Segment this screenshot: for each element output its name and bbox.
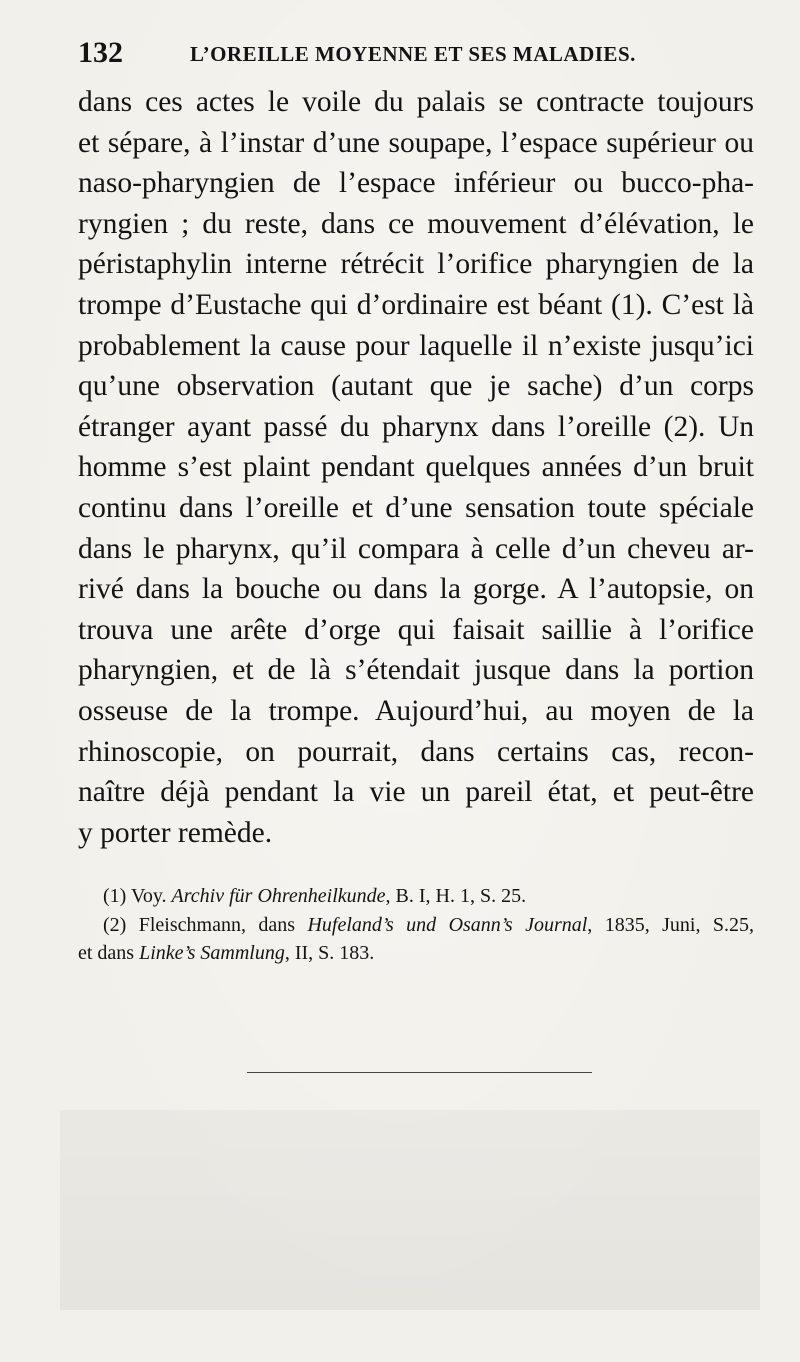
- footnote-2: [78, 911, 754, 940]
- text-line: qu’une observation (autant que je sache) d’un corps: [78, 370, 754, 403]
- footnote-2-title: Hufeland’s und Osann’s Journal: [307, 913, 588, 936]
- footnote-2-line2-title: Linke’s Sammlung: [139, 942, 285, 964]
- footnote-2-rest: , 1835, Juni, S.25,: [587, 913, 754, 936]
- text-line: dans ces actes le voile du palais se contracte toujours: [78, 86, 754, 118]
- text-line: trouva une arête d’orge qui faisait saillie à l’orifice: [78, 613, 754, 646]
- text-line: osseuse de la trompe. Aujourd’hui, au moyen de la: [78, 694, 754, 727]
- text-line: étranger ayant passé du pharynx dans l’oreille (2). Un: [78, 410, 754, 443]
- section-rule: [247, 1072, 592, 1073]
- footnotes: [78, 882, 754, 968]
- page-header: [78, 36, 742, 76]
- footnote-2-continued: [78, 939, 754, 968]
- text-line: rivé dans la bouche ou dans la gorge. A l’autopsie, on: [78, 573, 754, 606]
- running-head: L’OREILLE MOYENNE ET SES MALADIES.: [190, 42, 636, 66]
- text-line: naso-pharyngien de l’espace inférieur ou bucco-pha-: [78, 167, 754, 200]
- text-line: homme s’est plaint pendant quelques années d’un bruit: [78, 451, 754, 484]
- text-line: et sépare, à l’instar d’une soupape, l’espace supérieur ou: [78, 126, 754, 159]
- footnote-2-marker: (2) Fleischmann, dans: [103, 913, 308, 936]
- text-line: ryngien ; du reste, dans ce mouvement d’élévation, le: [78, 207, 754, 240]
- text-line: péristaphylin interne rétrécit l’orifice pharyngien de la: [78, 248, 754, 281]
- text-line: trompe d’Eustache qui d’ordinaire est béant (1). C’est là: [78, 288, 754, 321]
- footnote-2-line2-prefix: et dans: [78, 942, 140, 964]
- text-line: pharyngien, et de là s’étendait jusque dans la portion: [78, 654, 754, 687]
- text-line: dans le pharynx, qu’il compara à celle d’un cheveu ar-: [78, 532, 754, 565]
- text-line: y porter remède.: [78, 816, 273, 849]
- footnote-1: [78, 882, 754, 911]
- text-line: continu dans l’oreille et d’une sensation toute spéciale: [78, 491, 754, 524]
- footnote-1-rest: , B. I, H. 1, S. 25.: [385, 885, 527, 907]
- show-through-area: [60, 1110, 760, 1310]
- text-line: naître déjà pendant la vie un pareil état, et peut-être: [78, 776, 754, 809]
- footnote-2-line2-rest: , II, S. 183.: [284, 942, 375, 964]
- body-text: [78, 82, 754, 853]
- footnote-1-title: Archiv für Ohrenheilkunde: [171, 885, 386, 907]
- text-line: probablement la cause pour laquelle il n’existe jusqu’ici: [78, 329, 754, 362]
- text-line: rhinoscopie, on pourrait, dans certains cas, recon-: [78, 735, 754, 768]
- footnote-1-marker: (1) Voy.: [103, 885, 172, 907]
- page-number: 132: [78, 36, 123, 69]
